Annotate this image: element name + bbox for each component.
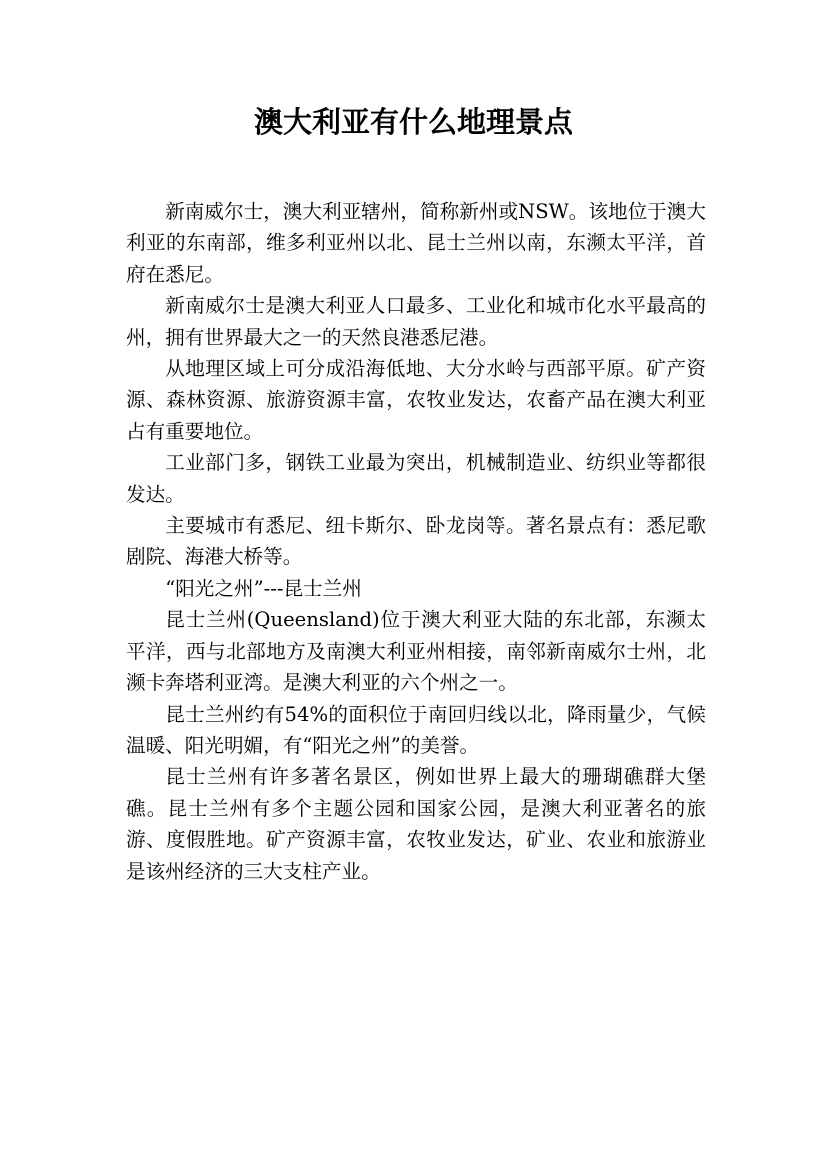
paragraph-qld-location: 昆士兰州(Queensland)位于澳大利亚大陆的东北部，东濒太平洋，西与北部地方及南澳大利亚州相接，南邻新南威尔士州，北濒卡奔塔利亚湾。是澳大利亚的六个州之一。: [126, 608, 706, 695]
paragraph-qld-climate: 昆士兰州约有54%的面积位于南回归线以北，降雨量少，气候温暖、阳光明媚，有“阳光之州”的美誉。: [126, 702, 706, 757]
document-body: [126, 196, 706, 887]
paragraph-nsw-cities: 主要城市有悉尼、纽卡斯尔、卧龙岗等。著名景点有：悉尼歌剧院、海港大桥等。: [126, 514, 706, 569]
paragraph-qld-attractions: 昆士兰州有许多著名景区，例如世界上最大的珊瑚礁群大堡礁。昆士兰州有多个主题公园和国家公园，是澳大利亚著名的旅游、度假胜地。矿产资源丰富，农牧业发达，矿业、农业和旅游业是该州经济的三大支柱产业。: [126, 765, 706, 883]
paragraph-nsw-intro: 新南威尔士，澳大利亚辖州，简称新州或NSW。该地位于澳大利亚的东南部，维多利亚州以北、昆士兰州以南，东濒太平洋，首府在悉尼。: [126, 200, 706, 286]
paragraph-nsw-industry: 工业部门多，钢铁工业最为突出，机械制造业、纺织业等都很发达。: [126, 451, 706, 506]
paragraph-nsw-geography: 从地理区域上可分成沿海低地、大分水岭与西部平原。矿产资源、森林资源、旅游资源丰富，农牧业发达，农畜产品在澳大利亚占有重要地位。: [126, 357, 706, 443]
document-title: 澳大利亚有什么地理景点: [253, 105, 573, 139]
section-heading-queensland: “阳光之州”---昆士兰州: [165, 576, 362, 600]
paragraph-nsw-population: 新南威尔士是澳大利亚人口最多、工业化和城市化水平最高的州，拥有世界最大之一的天然良港悉尼港。: [126, 294, 706, 349]
